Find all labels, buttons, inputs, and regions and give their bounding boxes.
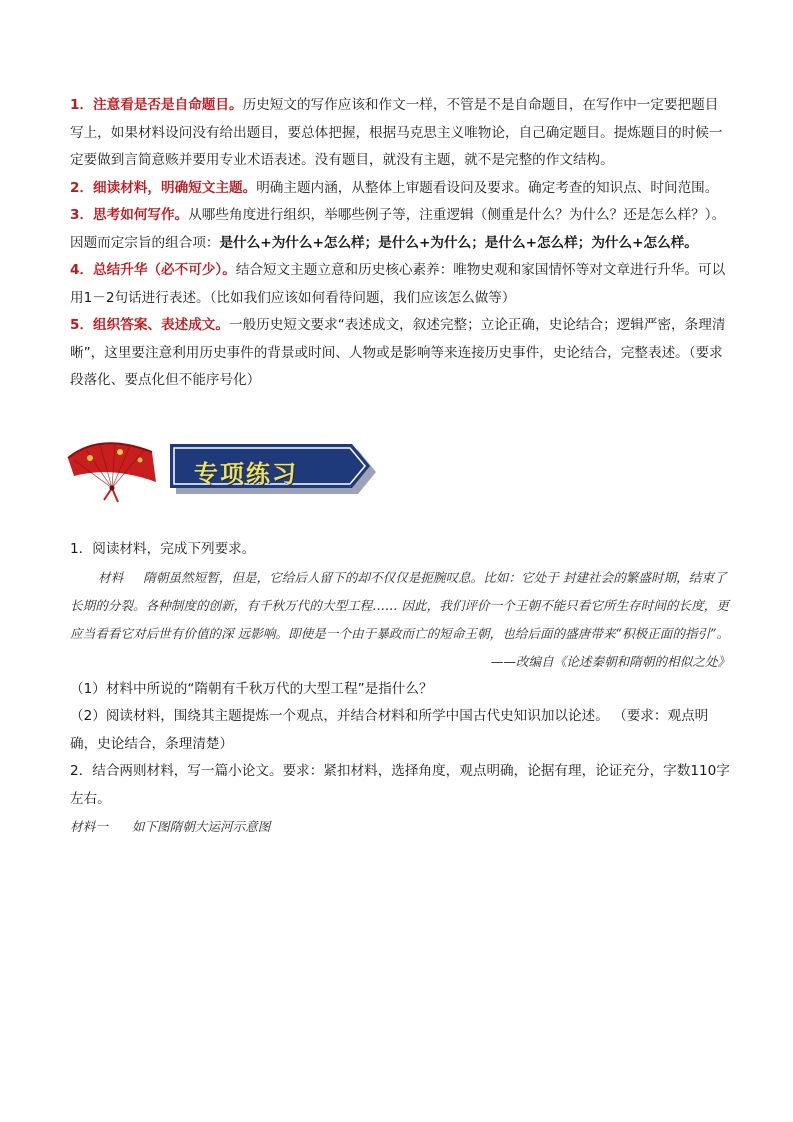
tip-2-text: 明确主题内涵，从整体上审题看设问及要求。确定考查的知识点、时间范围。 xyxy=(256,179,719,196)
section-title-tag xyxy=(170,444,382,494)
tip-2 xyxy=(70,175,730,203)
tip-4 xyxy=(70,257,730,312)
tip-4-text: 结合短文主题立意和历史核心素养：唯物史观和家国情怀等对文章进行升华。可以用1－2句话进行表述。（比如我们应该如何看待问题，我们应该怎么做等） xyxy=(70,262,726,306)
q2-material xyxy=(70,813,730,841)
tip-1-text: 历史短文的写作应该和作文一样，不管是不是自命题目，在写作中一定要把题目写上，如果材料设问没有给出题目，要总体把握，根据马克思主义唯物论，自己确定题目。提炼题目的时候一定要做到言简意赅并要用专业术语表述。没有题目，就没有主题，就不是完整的作文结构。 xyxy=(70,97,723,168)
tip-5 xyxy=(70,312,730,395)
red-folding-fan-icon xyxy=(60,436,170,506)
q1-material-text: 隋朝虽然短暂，但是，它给后人留下的却不仅仅是扼腕叹息。比如：它处于 封建社会的繁盛时期，结束了长期的分裂。各种制度的创新，有千秋万代的大型工程…… 因此，我们评价一个王朝不能只看它所生存时间的长度，更应当看看它对后世有价值的深 远影响。即使是一个由于暴政而亡的短命王朝，也给后面的盛唐带来“积极正面的指引”。 xyxy=(70,569,730,641)
q1-sub2: （2）阅读材料，围绕其主题提炼一个观点，并结合材料和所学中国古代史知识加以论述。 （要求：观点明确，史论结合，条理清楚） xyxy=(70,708,709,752)
section-banner xyxy=(60,436,390,506)
q1-prompt: 1．阅读材料，完成下列要求。 xyxy=(70,541,256,557)
q1-source: ——改编自《论述秦朝和隋朝的相似之处》 xyxy=(490,653,730,669)
tip-5-text: 一般历史短文要求“表述成文，叙述完整；立论正确，史论结合；逻辑严密，条理清晰”，这里要注意利用历史事件的背景或时间、人物或是影响等来连接历史事件，史论结合，完整表述。（要求段落化、要点化但不能序号化） xyxy=(70,317,726,388)
tip-4-lead: 4．总结升华（必不可少）。 xyxy=(70,262,236,278)
q2-material-text: 如下图隋朝大运河示意图 xyxy=(131,819,271,834)
q1-material xyxy=(70,564,730,648)
q1-material-label: 材料 xyxy=(98,569,124,585)
practice-questions xyxy=(70,536,730,841)
tip-2-lead: 2．细读材料，明确短文主题。 xyxy=(70,179,257,196)
tip-3-lead: 3．思考如何写作。 xyxy=(70,207,189,223)
q1-sub1: （1）材料中所说的“隋朝有千秋万代的大型工程”是指什么？ xyxy=(70,680,433,697)
q2-prompt: 2．结合两则材料，写一篇小论文。要求：紧扣材料，选择角度，观点明确，论据有理，论证充分，字数110字左右。 xyxy=(70,763,730,807)
tip-3-bold: 是什么+为什么+怎么样；是什么+为什么；是什么+怎么样；为什么+怎么样。 xyxy=(219,234,698,251)
tip-3-text: 从哪些角度进行组织，举哪些例子等，注重逻辑（侧重是什么？为什么？还是怎么样？）。因题而定宗旨的组合项： xyxy=(70,207,726,251)
tip-5-lead: 5．组织答案、表述成文。 xyxy=(70,317,229,333)
tip-3 xyxy=(70,202,730,257)
writing-tips xyxy=(70,92,730,395)
section-title: 专项练习 xyxy=(194,459,298,488)
tip-1 xyxy=(70,92,730,175)
tip-1-lead: 1．注意看是否是自命题目。 xyxy=(70,97,243,113)
q2-material-label: 材料一 xyxy=(70,819,108,834)
